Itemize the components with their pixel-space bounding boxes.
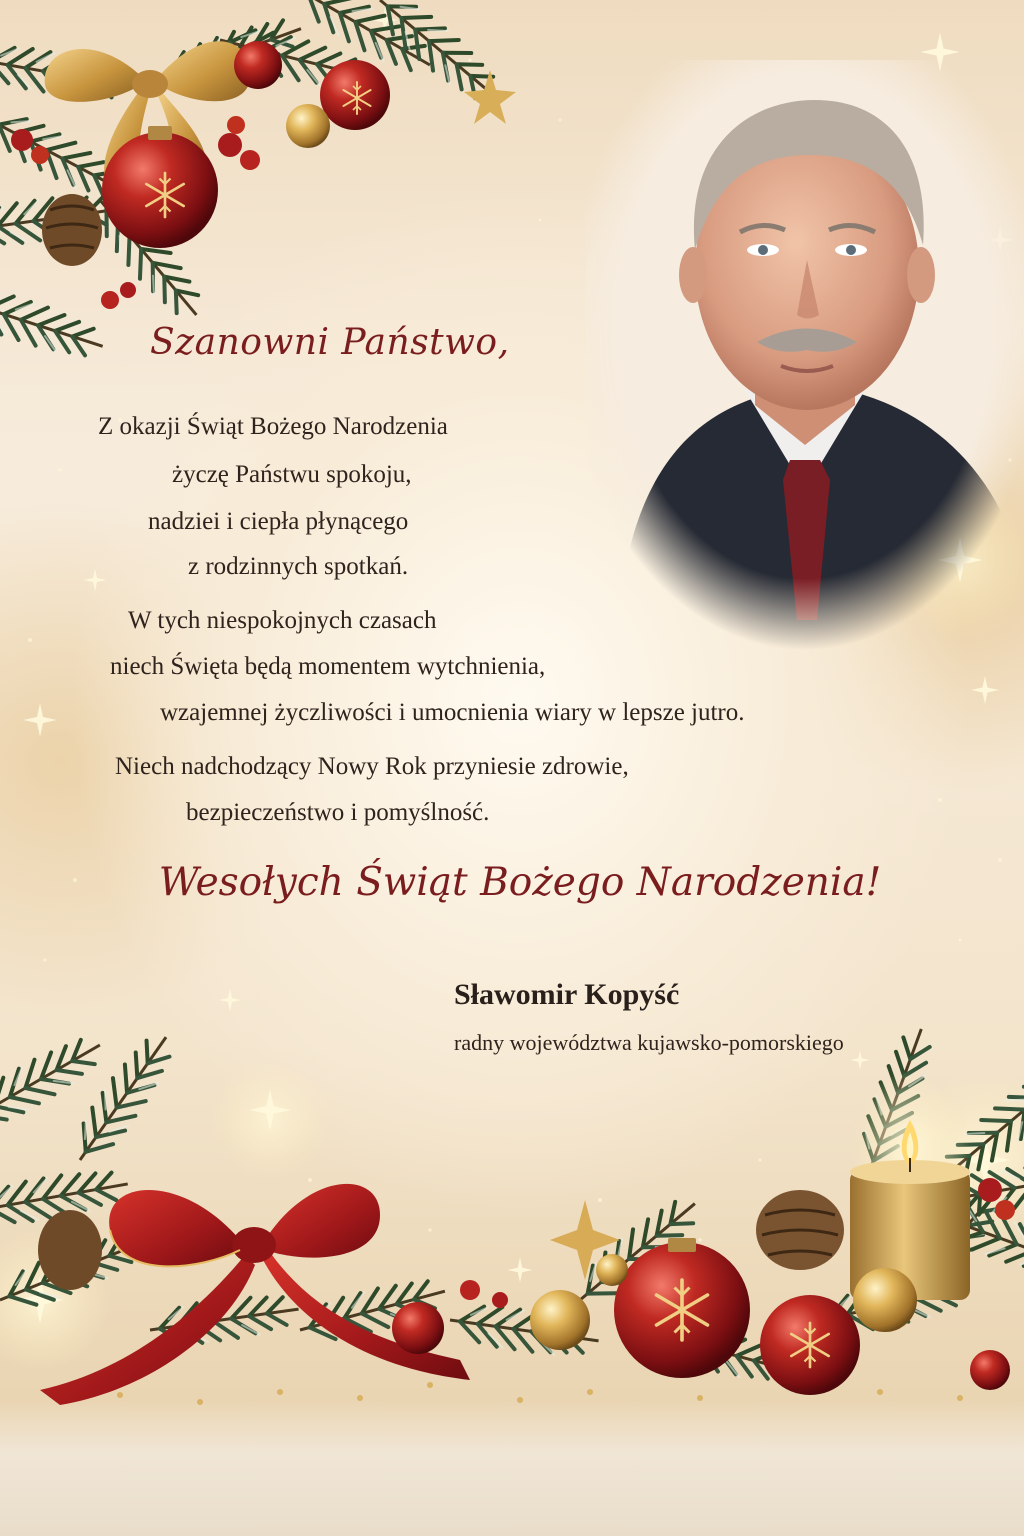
signature-name: Sławomir Kopyść <box>454 978 680 1011</box>
portrait-photo <box>585 60 1024 650</box>
text-line: bezpieczeństwo i pomyślność. <box>186 799 490 826</box>
greeting-heading: Szanowni Państwo, <box>150 322 510 363</box>
signature-role: radny województwa kujawsko-pomorskiego <box>454 1030 844 1055</box>
text-line: Niech nadchodzący Nowy Rok przyniesie zdrowie, <box>115 753 629 780</box>
text-line: Z okazji Świąt Bożego Narodzenia <box>98 413 448 440</box>
bottom-garland <box>0 1022 1024 1536</box>
text-line: życzę Państwu spokoju, <box>172 461 412 488</box>
closing-wish: Wesołych Świąt Bożego Narodzenia! <box>158 860 882 905</box>
text-line: nadziei i ciepła płynącego <box>148 508 409 535</box>
text-line: W tych niespokojnych czasach <box>128 607 437 634</box>
text-line: wzajemnej życzliwości i umocnienia wiary w lepsze jutro. <box>160 699 745 726</box>
text-line: z rodzinnych spotkań. <box>188 553 409 580</box>
text-line: niech Święta będą momentem wytchnienia, <box>110 653 546 680</box>
top-left-garland <box>0 0 516 365</box>
